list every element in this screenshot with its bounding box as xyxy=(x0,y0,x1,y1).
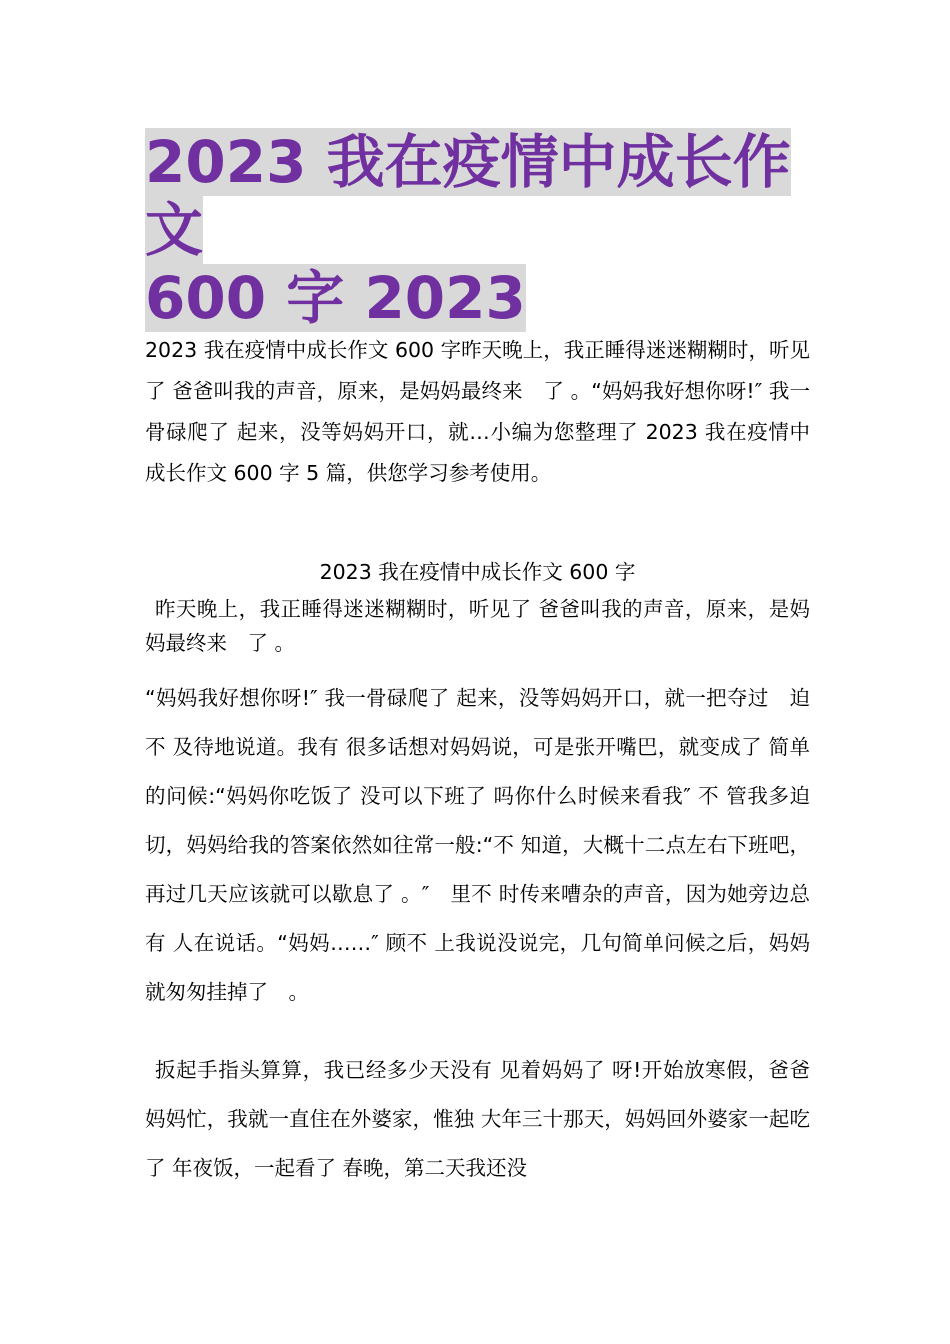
essay-paragraph-2: “妈妈我好想你呀!″ 我一骨碌爬了 起来，没等妈妈开口，就一把夺过 迫不 及待地说道。我有 很多话想对妈妈说，可是张开嘴巴，就变成了 简单的问候:“妈妈你吃饭了 没可以下班了 吗你什么时候来看我″ 不 管我多迫切，妈妈给我的答案依然如往常一般:“不 知道，大概十二点左右下班吧，再过几天应该就可以歇息了 。″ 里不 时传来嘈杂的声音，因为她旁边总有 人在说话。“妈妈……″ 顾不 上我说没说完，几句简单问候之后，妈妈就匆匆挂掉了 。 xyxy=(145,686,810,1004)
essay-subtitle: 2023 我在疫情中成长作文 600 字 xyxy=(319,560,636,584)
essay-paragraph-1: 昨天晚上，我正睡得迷迷糊糊时，听见了 爸爸叫我的声音，原来，是妈妈最终来 了 。 xyxy=(145,597,810,655)
document-title xyxy=(145,128,810,332)
essay-paragraph-3: 扳起手指头算算，我已经多少天没有 见着妈妈了 呀!开始放寒假，爸爸妈妈忙，我就一直住在外婆家，惟独 大年三十那天，妈妈回外婆家一起吃了 年夜饭，一起看了 春晚，第二天我还没 xyxy=(145,1058,810,1180)
intro-paragraph: 2023 我在疫情中成长作文 600 字昨天晚上，我正睡得迷迷糊糊时，听见了 爸爸叫我的声音，原来，是妈妈最终来 了 。“妈妈我好想你呀!″ 我一骨碌爬了 起来，没等妈妈开口，就…小编为您整理了 2023 我在疫情中成长作文 600 字 5 篇，供您学习参考使用。 xyxy=(145,338,810,485)
title-line-2: 600 字 2023 xyxy=(145,264,526,332)
title-line-1: 2023 我在疫情中成长作文 xyxy=(145,128,791,264)
